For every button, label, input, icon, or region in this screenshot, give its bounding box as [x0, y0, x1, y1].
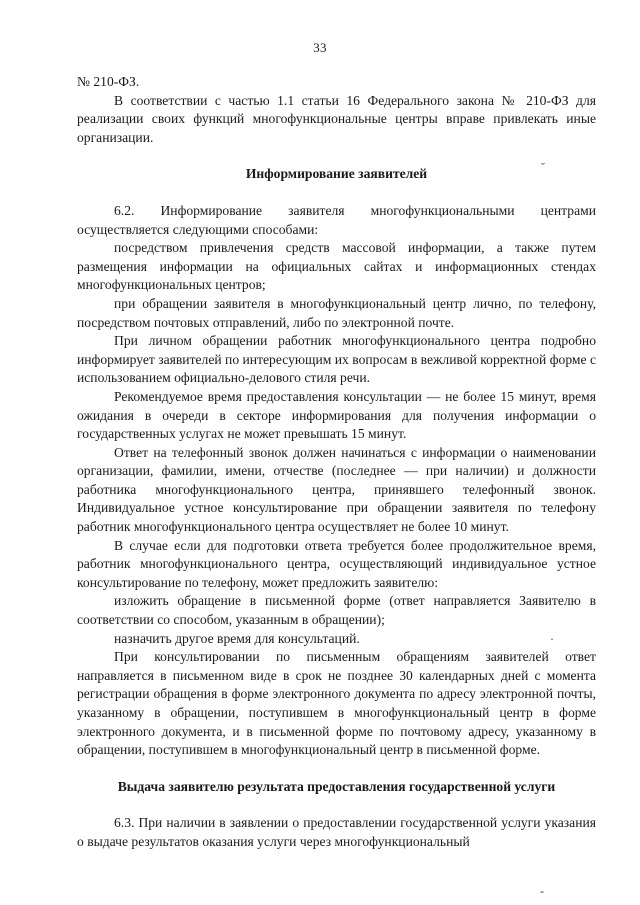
paragraph-mass-media: посредством привлечения средств массовой информации, а также путем размещения информации на официальных сайтах и информационных стендах многофункциональных центров;: [77, 240, 596, 293]
page-number: 33: [313, 40, 327, 55]
scan-dot-mark: -: [540, 884, 544, 898]
scan-dot-mark: ˘: [541, 160, 545, 174]
paragraph-written-requests: При консультировании по письменным обращениям заявителей ответ направляется в письменном виде в срок не позднее 30 календарных дней с момента регистрации обращения в форме электронного документа по адресу электронной почты, указанному в обращении, поступившем в многофункциональный центр в форме электронного документа, и в письменной форме по почтовому адресу, указанному в обращении, поступившем в многофункциональный центр в письменной форме.: [77, 649, 596, 758]
paragraph-consultation-time: Рекомендуемое время предоставления консультации — не более 15 минут, время ожидания в очереди в секторе информирования для получения информации о государственных услугах не может превышать 15 минут.: [77, 388, 596, 442]
paragraph-reschedule-option: назначить другое время для консультаций.: [114, 630, 360, 646]
section-result-body: [77, 814, 596, 851]
paragraph-6-3: 6.3. При наличии в заявлении о предоставлении государственной услуги указания о выдаче результатов оказания услуги через многофункциональный: [77, 815, 596, 849]
intro-paragraph-law-number: № 210-ФЗ.: [77, 74, 140, 89]
intro-paragraph-other-organizations: В соответствии с частью 1.1 статьи 16 Федерального закона № 210-ФЗ для реализации своих функций многофункциональные центры вправе привлекать иные организации.: [77, 92, 596, 145]
section-informing-body: [77, 202, 596, 760]
section-heading-informing: Информирование заявителей: [245, 166, 428, 182]
paragraph-personal-contact: при обращении заявителя в многофункциональный центр лично, по телефону, посредством почтовых отправлений, либо по электронной почте.: [77, 295, 596, 330]
paragraph-longer-answer: В случае если для подготовки ответа требуется более продолжительное время, работник многофункционального центра, осуществляющий индивидуальное устное консультирование по телефону, может предложить заявителю:: [77, 537, 596, 590]
paragraph-6-2: 6.2. Информирование заявителя многофункциональными центрами осуществляется следующими способами:: [77, 202, 596, 237]
document-body: [77, 73, 596, 852]
section-heading-result: Выдача заявителю результата предоставления государственной услуги: [117, 778, 556, 794]
scan-dot-mark: ·: [550, 632, 554, 646]
paragraph-phone-call: Ответ на телефонный звонок должен начинаться с информации о наименовании организации, фамилии, имени, отчестве (последнее — при наличии) и должности работника многофункционального центра, принявшего телефонный звонок. Индивидуальное устное консультирование при обращении заявителя по телефону работник многофункционального центра осуществляет не более 10 минут.: [77, 444, 596, 535]
paragraph-personal-visit: При личном обращении работник многофункционального центра подробно информирует заявителей по интересующим их вопросам в вежливой корректной форме с использованием официально-делового стиля речи.: [77, 333, 596, 386]
paragraph-written-form-option: изложить обращение в письменной форме (ответ направляется Заявителю в соответствии со способом, указанным в обращении);: [77, 593, 596, 628]
